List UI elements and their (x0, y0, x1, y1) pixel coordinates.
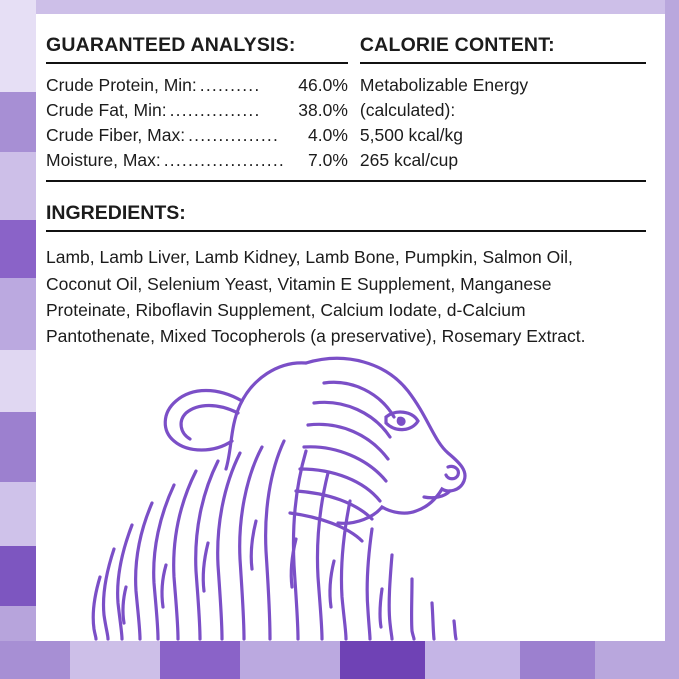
calorie-content-section (348, 34, 646, 172)
calorie-content-lines (360, 73, 646, 172)
calorie-content-heading: CALORIE CONTENT: (360, 34, 646, 64)
dot-leader: .......... (199, 75, 261, 95)
list-item: (calculated): (359, 99, 456, 120)
lamb-head-illustration (56, 321, 576, 641)
nutrient-name: Moisture, Max: (46, 149, 161, 170)
nutrient-value: 4.0% (308, 124, 348, 145)
frame-top-stripe (0, 0, 679, 14)
dot-leader: ............... (169, 99, 261, 120)
guaranteed-analysis-heading: GUARANTEED ANALYSIS: (46, 34, 348, 64)
ingredients-text: Lamb, Lamb Liver, Lamb Kidney, Lamb Bone, Pumpkin, Salmon Oil, Coconut Oil, Selenium Yeast, Vitamin E Supplement, Manganese Proteinate, Riboflavin Supplement, Calcium Iodate, d-Calcium Pantothenate, Mixed Tocopherols (a preservative), Rosemary Extract. (46, 247, 586, 347)
table-row (46, 73, 348, 98)
frame-right-stripe (665, 0, 679, 679)
nutrient-name: Crude Fiber, Max: (46, 124, 186, 145)
nutrient-name: Crude Protein, Min: (46, 75, 197, 95)
section-divider (46, 180, 646, 182)
list-item: 5,500 kcal/kg (359, 124, 464, 145)
frame-bottom-stripes (0, 641, 679, 679)
label-content (46, 34, 646, 349)
nutrient-value: 46.0% (298, 75, 348, 95)
table-row (46, 123, 348, 148)
list-item: Metabolizable Energy (359, 75, 529, 95)
guaranteed-analysis-list (46, 73, 348, 172)
frame-left-stripes (0, 0, 36, 679)
dot-leader: ............... (188, 124, 280, 145)
table-row (46, 98, 348, 123)
nutrient-value: 7.0% (308, 149, 348, 170)
list-item: 265 kcal/cup (359, 149, 459, 170)
nutrient-value: 38.0% (298, 99, 348, 120)
guaranteed-analysis-section (46, 34, 348, 172)
nutrient-name: Crude Fat, Min: (46, 99, 167, 120)
dot-leader: .................... (163, 149, 285, 170)
table-row (46, 148, 348, 173)
nutrition-columns (46, 34, 646, 172)
ingredients-section (46, 202, 646, 349)
ingredients-heading: INGREDIENTS: (46, 202, 646, 232)
label-sheet (36, 14, 665, 641)
